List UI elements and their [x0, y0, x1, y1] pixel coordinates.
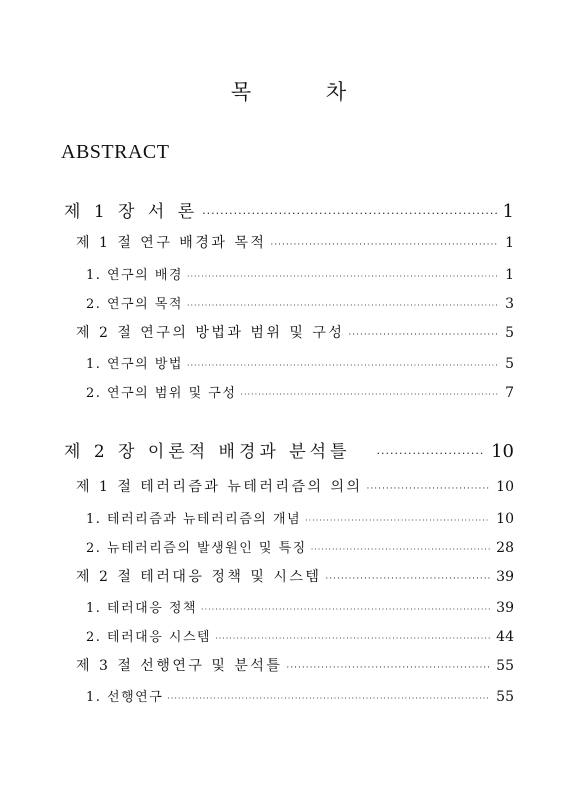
toc-entry-page: 55 [496, 658, 514, 674]
toc-entry-item-2-2-2[interactable] [86, 626, 514, 645]
dot-leader [240, 390, 499, 399]
dot-leader [311, 545, 490, 554]
toc-entry-page: 10 [491, 441, 514, 462]
toc-entry-label: 2. 연구의 목적 [86, 297, 183, 312]
toc-entry-label: 제 2 장 이론적 배경과 분석틀 [64, 442, 351, 462]
toc-entry-chapter-2[interactable] [64, 437, 514, 462]
toc-entry-label: 제 2 절 테러대응 정책 및 시스템 [76, 569, 322, 585]
toc-entry-item-1-1-1[interactable] [86, 264, 514, 283]
toc-entry-page: 28 [496, 540, 514, 556]
toc-entry-page: 39 [496, 600, 514, 616]
toc-entry-label: 제 3 절 선행연구 및 분석틀 [76, 658, 283, 674]
toc-entry-chapter-1[interactable] [64, 197, 514, 222]
toc-entry-page: 39 [496, 569, 514, 585]
toc-entry-label: 제 1 장 서 론 [64, 202, 199, 222]
dot-leader [187, 361, 499, 370]
toc-entry-item-1-2-1[interactable] [86, 353, 514, 372]
dot-leader [376, 447, 485, 460]
toc-entry-page: 44 [496, 629, 514, 645]
toc-entry-item-1-2-2[interactable] [86, 382, 514, 401]
dot-leader [187, 272, 499, 281]
toc-entry-section-2-3[interactable] [76, 655, 514, 675]
toc-entry-page: 10 [496, 479, 514, 495]
toc-entry-label: 2. 연구의 범위 및 구성 [86, 386, 237, 401]
toc-entry-page: 3 [505, 296, 514, 312]
toc-entry-page: 55 [496, 689, 514, 705]
toc-entry-section-1-2[interactable] [76, 322, 514, 342]
toc-entry-item-2-1-2[interactable] [86, 537, 514, 556]
dot-leader [325, 574, 490, 584]
dot-leader [270, 240, 499, 250]
toc-entry-label: 2. 뉴테러리즘의 발생원인 및 특징 [86, 541, 307, 556]
toc-entry-label: 1. 선행연구 [86, 690, 164, 705]
toc-entry-item-2-1-1[interactable] [86, 508, 514, 527]
toc-title: 목 차 [230, 80, 381, 104]
toc-entry-page: 10 [496, 511, 514, 527]
toc-entry-page: 1 [502, 201, 514, 222]
toc-entry-item-1-1-2[interactable] [86, 293, 514, 312]
toc-entry-page: 1 [505, 235, 514, 251]
toc-entry-label: 제 1 절 테러리즘과 뉴테러리즘의 의의 [76, 479, 363, 495]
toc-entry-label: 1. 연구의 배경 [86, 268, 183, 283]
dot-leader [286, 663, 490, 673]
toc-entry-section-1-1[interactable] [76, 232, 514, 252]
toc-entry-label: 1. 테러리즘과 뉴테러리즘의 개념 [86, 512, 302, 527]
toc-entry-label: 2. 테러대응 시스템 [86, 630, 212, 645]
toc-entry-label: 1. 연구의 방법 [86, 357, 183, 372]
dot-leader [348, 330, 499, 340]
dot-leader [202, 207, 496, 220]
toc-entry-label: 제 2 절 연구의 방법과 범위 및 구성 [76, 325, 345, 341]
dot-leader [187, 301, 499, 310]
dot-leader [367, 484, 491, 494]
toc-entry-label: 제 1 절 연구 배경과 목적 [76, 235, 267, 251]
dot-leader [201, 605, 490, 614]
toc-entry-label: 1. 테러대응 정책 [86, 601, 198, 616]
toc-entry-section-2-2[interactable] [76, 566, 514, 586]
dot-leader [215, 634, 490, 643]
toc-entry-page: 1 [505, 267, 514, 283]
abstract-heading[interactable]: ABSTRACT [61, 141, 170, 163]
toc-entry-page: 5 [505, 325, 514, 341]
toc-entry-section-2-1[interactable] [76, 476, 514, 496]
dot-leader [305, 516, 490, 525]
dot-leader [167, 694, 490, 703]
toc-entry-page: 5 [505, 356, 514, 372]
toc-entry-item-2-3-1[interactable] [86, 686, 514, 705]
toc-entry-item-2-2-1[interactable] [86, 597, 514, 616]
toc-entry-page: 7 [505, 385, 514, 401]
